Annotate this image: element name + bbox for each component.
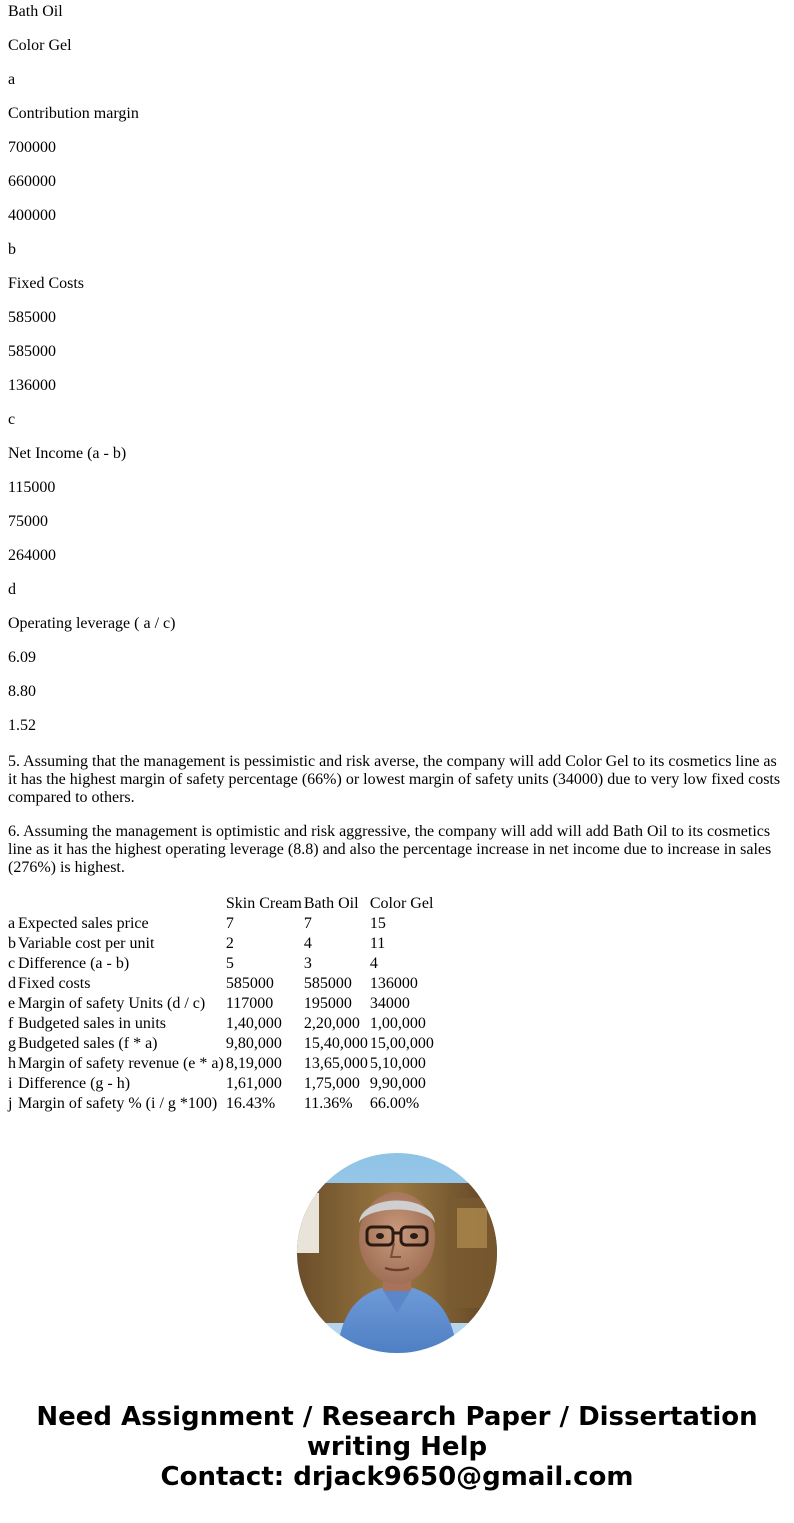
footer-subheadline: writing Help bbox=[306, 1432, 488, 1462]
text-line: c bbox=[8, 411, 16, 428]
portrait-image bbox=[297, 1153, 497, 1353]
table-cell: 5 bbox=[225, 955, 234, 972]
text-line: 264000 bbox=[8, 547, 56, 564]
text-line: 585000 bbox=[8, 343, 56, 360]
table-row bbox=[8, 1075, 434, 1093]
table-cell: 1,40,000 bbox=[225, 1015, 282, 1032]
table-row bbox=[8, 915, 434, 933]
table-cell: 3 bbox=[303, 955, 312, 972]
table-cell: 9,80,000 bbox=[225, 1035, 282, 1052]
table-cell: 16.43% bbox=[225, 1095, 276, 1112]
table-row bbox=[8, 1055, 434, 1073]
row-label: f bbox=[8, 1015, 14, 1032]
table-row bbox=[8, 955, 434, 973]
table-cell: 4 bbox=[369, 955, 378, 972]
table-cell: 9,90,000 bbox=[369, 1075, 426, 1092]
text-line: b bbox=[8, 241, 16, 258]
table-cell: 1,75,000 bbox=[303, 1075, 360, 1092]
table-row bbox=[8, 995, 434, 1013]
table-cell: 1,00,000 bbox=[369, 1015, 426, 1032]
table-cell: 2,20,000 bbox=[303, 1015, 360, 1032]
row-label: c bbox=[8, 955, 16, 972]
table-row bbox=[8, 1035, 434, 1053]
text-line: 400000 bbox=[8, 207, 56, 224]
table-cell: 15 bbox=[369, 915, 386, 932]
table-cell: 585000 bbox=[303, 975, 352, 992]
paragraph-optimistic: 6. Assuming the management is optimistic and risk aggressive, the company will add will add Bath Oil to its cosmetics line as it has the highest operating leverage (8.8) and also the percentage increase in net income due to increase in sales (276%) is highest. bbox=[8, 823, 772, 876]
text-line: d bbox=[8, 581, 16, 598]
header-cell: Bath Oil bbox=[303, 895, 359, 912]
footer-headline: Need Assignment / Research Paper / Dissertation bbox=[36, 1402, 758, 1432]
table-cell: 8,19,000 bbox=[225, 1055, 282, 1072]
text-line: Contribution margin bbox=[8, 105, 139, 122]
table-cell: 15,40,000 bbox=[303, 1035, 368, 1052]
row-description: Difference (a - b) bbox=[18, 955, 130, 972]
text-line: a bbox=[8, 71, 16, 88]
text-line: 6.09 bbox=[8, 649, 36, 666]
text-line: 75000 bbox=[8, 513, 48, 530]
text-line: 585000 bbox=[8, 309, 56, 326]
table-cell: 7 bbox=[303, 915, 312, 932]
row-description: Difference (g - h) bbox=[18, 1075, 131, 1092]
table-cell: 5,10,000 bbox=[369, 1055, 426, 1072]
margin-of-safety-table bbox=[6, 893, 436, 1115]
text-line: 700000 bbox=[8, 139, 56, 156]
table-cell: 66.00% bbox=[369, 1095, 420, 1112]
row-label: i bbox=[8, 1075, 13, 1092]
table-cell: 117000 bbox=[225, 995, 274, 1012]
table-row bbox=[8, 1015, 434, 1033]
table-cell: 4 bbox=[303, 935, 312, 952]
table-row bbox=[8, 975, 434, 993]
table-cell: 13,65,000 bbox=[303, 1055, 368, 1072]
text-line: Net Income (a - b) bbox=[8, 445, 127, 462]
text-line: 1.52 bbox=[8, 717, 36, 734]
text-line: Fixed Costs bbox=[8, 275, 85, 292]
row-description: Margin of safety revenue (e * a) bbox=[18, 1055, 224, 1072]
row-description: Budgeted sales in units bbox=[18, 1015, 166, 1032]
text-line: Operating leverage ( a / c) bbox=[8, 615, 176, 632]
table-cell: 15,00,000 bbox=[369, 1035, 434, 1052]
table-cell: 195000 bbox=[303, 995, 352, 1012]
table-cell: 1,61,000 bbox=[225, 1075, 282, 1092]
contact-footer bbox=[0, 1402, 794, 1492]
row-description: Variable cost per unit bbox=[18, 935, 155, 952]
row-label: d bbox=[8, 975, 16, 992]
table-header-row bbox=[8, 895, 434, 913]
header-cell bbox=[8, 895, 16, 913]
author-photo bbox=[297, 1153, 497, 1353]
table-cell: 11 bbox=[369, 935, 386, 952]
text-line: 115000 bbox=[8, 479, 56, 496]
row-label: e bbox=[8, 995, 16, 1012]
text-line: 660000 bbox=[8, 173, 56, 190]
header-cell: Skin Cream bbox=[225, 895, 302, 912]
text-line: 136000 bbox=[8, 377, 56, 394]
paragraph-pessimistic: 5. Assuming that the management is pessimistic and risk averse, the company will add Color Gel to its cosmetics line as it has the highest margin of safety percentage (66%) or lowest margin of safety units (34000) due to very low fixed costs compared to others. bbox=[8, 753, 781, 806]
table-row bbox=[8, 1095, 434, 1113]
row-label: g bbox=[8, 1035, 16, 1052]
row-description: Margin of safety Units (d / c) bbox=[18, 995, 206, 1012]
row-label: j bbox=[8, 1095, 13, 1112]
row-description: Budgeted sales (f * a) bbox=[18, 1035, 158, 1052]
text-line: Color Gel bbox=[8, 37, 72, 54]
text-line: 8.80 bbox=[8, 683, 36, 700]
document-body bbox=[8, 0, 786, 1115]
table-row bbox=[8, 935, 434, 953]
table-cell: 585000 bbox=[225, 975, 274, 992]
header-cell bbox=[18, 895, 224, 913]
row-description: Margin of safety % (i / g *100) bbox=[18, 1095, 218, 1112]
text-line: Bath Oil bbox=[8, 3, 63, 20]
footer-contact-email[interactable]: Contact: drjack9650@gmail.com bbox=[160, 1462, 634, 1492]
table-cell: 136000 bbox=[369, 975, 418, 992]
header-cell: Color Gel bbox=[369, 895, 434, 912]
row-description: Fixed costs bbox=[18, 975, 91, 992]
table-cell: 34000 bbox=[369, 995, 410, 1012]
table-cell: 2 bbox=[225, 935, 234, 952]
table-cell: 11.36% bbox=[303, 1095, 353, 1112]
table-cell: 7 bbox=[225, 915, 234, 932]
row-label: a bbox=[8, 915, 16, 932]
row-description: Expected sales price bbox=[18, 915, 149, 932]
row-label: b bbox=[8, 935, 16, 952]
row-label: h bbox=[8, 1055, 16, 1072]
